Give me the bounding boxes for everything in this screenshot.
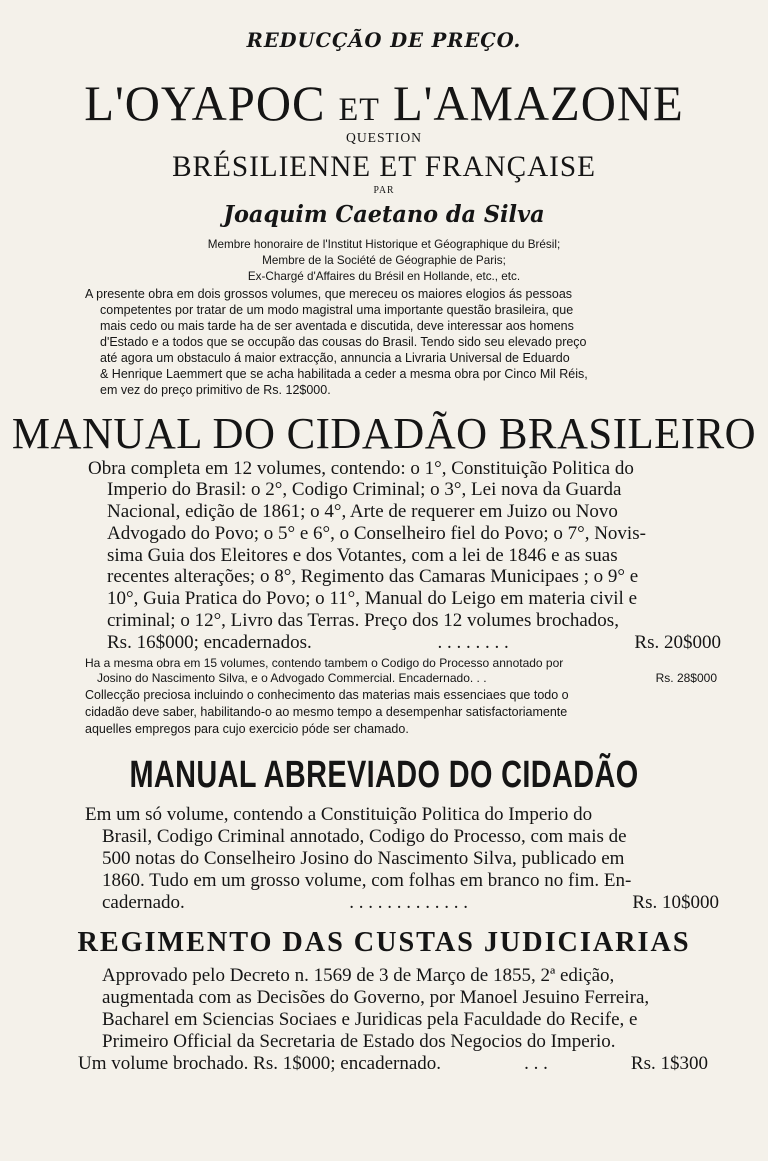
oyapoc-subtitle: BRÉSILIENNE ET FRANÇAISE: [172, 150, 596, 183]
author-credential: Membre de la Société de Géographie de Paris;: [262, 253, 506, 267]
regimento-description-line: Bacharel em Sciencias Sociaes e Juridicas pela Faculdade do Recife, e: [102, 1009, 638, 1030]
abreviado-price-label: cadernado.: [102, 892, 185, 913]
price-reduction-banner: REDUCÇÃO DE PREÇO.: [246, 28, 522, 52]
manual-cidadao-title: MANUAL DO CIDADÃO BRASILEIRO: [11, 409, 757, 458]
manual-description-line: criminal; o 12°, Livro das Terras. Preço dos 12 volumes brochados,: [107, 610, 619, 631]
manual-description-line: 10°, Guia Pratica do Povo; o 11°, Manual do Leigo em materia civil e: [107, 588, 638, 609]
manual-15vol-note-text: Josino do Nascimento Silva, e o Advogado Commercial. Encadernado. . .: [97, 671, 487, 685]
manual-description-line: recentes alterações; o 8°, Regimento das Camaras Municipaes ; o 9° e: [107, 566, 639, 587]
oyapoc-description-line: em vez do preço primitivo de Rs. 12$000.: [100, 383, 331, 397]
oyapoc-description-line: mais cedo ou mais tarde ha de ser aventada e discutida, deve interessar aos homens: [100, 319, 574, 333]
manual-description-line: Advogado do Povo; o 5° e 6°, o Conselheiro fiel do Povo; o 7°, Novis-: [107, 523, 646, 544]
regimento-price-label: Um volume brochado. Rs. 1$000; encadernado.: [78, 1053, 442, 1074]
manual-price-line: [107, 633, 721, 652]
manual-collection-note: aquelles empregos para cujo exercicio póde ser chamado.: [85, 722, 409, 736]
regimento-description-line: augmentada com as Decisões do Governo, por Manoel Jesuino Ferreira,: [102, 987, 650, 1008]
oyapoc-description-line: A presente obra em dois grossos volumes, que mereceu os maiores elogios ás pessoas: [85, 287, 573, 301]
manual-price-brochado: Rs. 16$000; encadernados.: [107, 632, 312, 653]
oyapoc-description-line: até agora um obstaculo á maior extracção, annuncia a Livraria Universal de Eduardo: [100, 351, 570, 365]
regimento-price: Rs. 1$300: [630, 1053, 708, 1074]
manual-15vol-note: Ha a mesma obra em 15 volumes, contendo tambem o Codigo do Processo annotado por: [85, 656, 564, 670]
oyapoc-subtitle-question: QUESTION: [346, 131, 422, 146]
regimento-description-line: Primeiro Official da Secretaria de Estado dos Negocios do Imperio.: [102, 1031, 616, 1052]
manual-description-line: Nacional, edição de 1861; o 4°, Arte de requerer em Juizo ou Novo: [107, 501, 618, 522]
abreviado-description-line: Brasil, Codigo Criminal annotado, Codigo do Processo, com mais de: [102, 826, 627, 847]
manual-description-line: Imperio do Brasil: o 2°, Codigo Criminal; o 3°, Lei nova da Guarda: [107, 479, 622, 500]
abreviado-description-line: Em um só volume, contendo a Constituição Politica do Imperio do: [85, 804, 593, 825]
price-leader-dots: . . .: [524, 1053, 548, 1074]
price-leader-dots: . . . . . . . . . . . . .: [349, 892, 468, 913]
manual-description-line: Obra completa em 12 volumes, contendo: o 1°, Constituição Politica do: [88, 458, 634, 479]
regimento-title: REGIMENTO DAS CUSTAS JUDICIARIAS: [77, 926, 691, 958]
author-credential: Membre honoraire de l'Institut Historique et Géographique du Brésil;: [207, 237, 561, 251]
manual-price-encadernado: Rs. 20$000: [634, 632, 721, 653]
abreviado-price-line: [102, 893, 719, 912]
oyapoc-title-et: ET: [338, 92, 380, 128]
oyapoc-description-line: & Henrique Laemmert que se acha habilitada a ceder a mesma obra por Cinco Mil Réis,: [100, 367, 588, 381]
manual-abreviado-title: [10, 756, 758, 794]
regimento-price-line: [78, 1054, 708, 1073]
abreviado-price: Rs. 10$000: [632, 892, 719, 913]
oyapoc-title-part2: L'AMAZONE: [392, 75, 684, 131]
oyapoc-description-line: competentes por tratar de um modo magistral uma importante questão brasileira, que: [100, 303, 574, 317]
author-credential: Ex-Chargé d'Affaires du Brésil en Hollande, etc., etc.: [247, 269, 521, 283]
oyapoc-description-line: d'Estado e a todos que se occupão das cousas do Brasil. Tendo sido seu elevado preço: [100, 335, 587, 349]
manual-15vol-price-line: [97, 672, 717, 684]
manual-collection-note: Collecção preciosa incluindo o conhecimento das materias mais essenciaes que todo o: [85, 688, 569, 702]
oyapoc-title: [10, 75, 758, 131]
price-leader-dots: . . . . . . . .: [437, 632, 509, 653]
oyapoc-par: PAR: [373, 185, 395, 196]
manual-abreviado-title-text: MANUAL ABREVIADO DO CIDADÃO: [129, 754, 639, 796]
regimento-description-line: Approvado pelo Decreto n. 1569 de 3 de Março de 1855, 2ª edição,: [102, 965, 615, 986]
oyapoc-title-part1: L'OYAPOC: [84, 75, 326, 131]
manual-collection-note: cidadão deve saber, habilitando-o ao mesmo tempo a desempenhar satisfactoriamente: [85, 705, 568, 719]
manual-15vol-price: Rs. 28$000: [655, 671, 717, 685]
oyapoc-author: Joaquim Caetano da Silva: [223, 201, 545, 228]
abreviado-description-line: 1860. Tudo em um grosso volume, com folhas em branco no fim. En-: [102, 870, 632, 891]
manual-description-line: sima Guia dos Eleitores e dos Votantes, com a lei de 1846 e as suas: [107, 545, 618, 566]
abreviado-description-line: 500 notas do Conselheiro Josino do Nascimento Silva, publicado em: [102, 848, 625, 869]
